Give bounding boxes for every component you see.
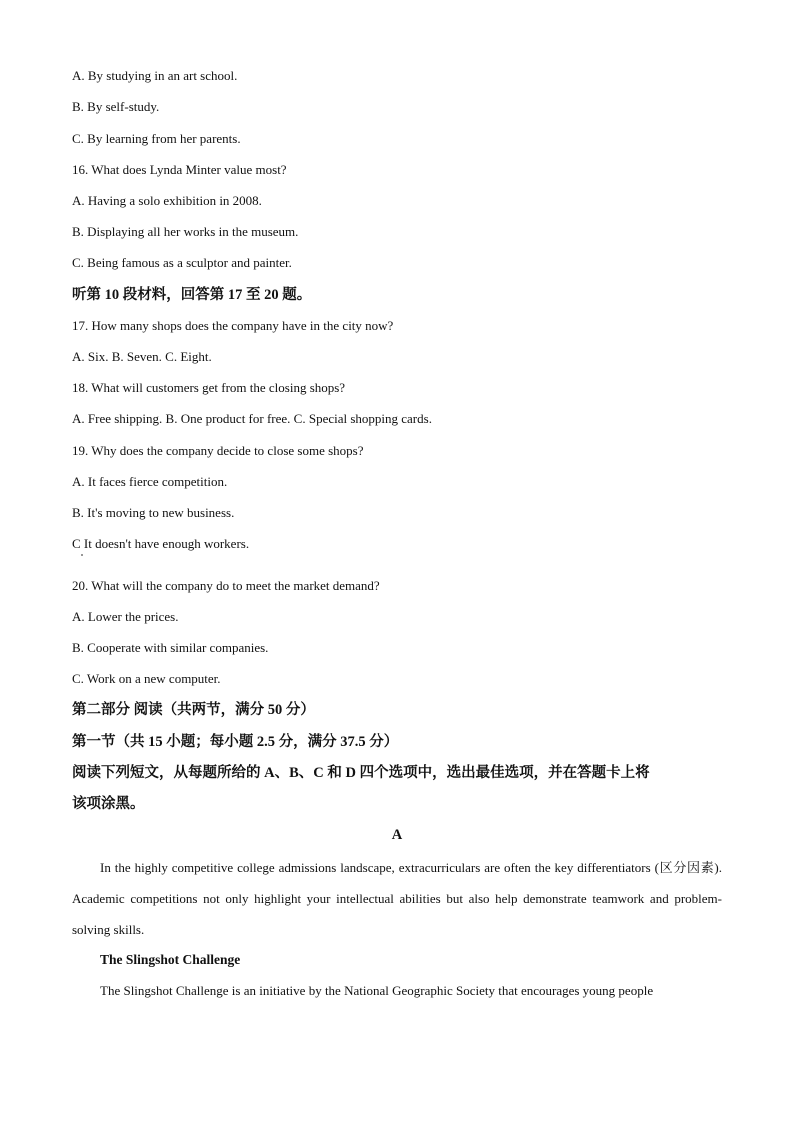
option-19b: B. It's moving to new business. <box>72 505 235 520</box>
option-19a: A. It faces fierce competition. <box>72 474 228 489</box>
question-16: 16. What does Lynda Minter value most? <box>72 162 287 177</box>
passage-paragraph-1: In the highly competitive college admissions landscape, extracurriculars are often the key differentiators (区分因素). Academic competitions not only highlight your intellectual abilities but also help demonstrate teamwork and problem-solving skills. <box>72 860 722 937</box>
option-16b: B. Displaying all her works in the museum. <box>72 224 299 239</box>
option-15a: A. By studying in an art school. <box>72 68 238 83</box>
option-15b: B. By self-study. <box>72 99 160 114</box>
option-20a: A. Lower the prices. <box>72 609 179 624</box>
passage-paragraph-2: The Slingshot Challenge is an initiative by the National Geographic Society that encourages young people <box>100 983 654 998</box>
option-16a: A. Having a solo exhibition in 2008. <box>72 193 262 208</box>
passage-subtitle: The Slingshot Challenge <box>100 952 241 967</box>
listening-section-heading: 听第 10 段材料，回答第 17 至 20 题。 <box>72 287 312 303</box>
section-one-heading: 第一节（共 15 小题；每小题 2.5 分，满分 37.5 分） <box>72 734 399 750</box>
options-18: A. Free shipping. B. One product for free. C. Special shopping cards. <box>72 411 432 426</box>
option-20b: B. Cooperate with similar companies. <box>72 640 269 655</box>
passage-letter: A <box>391 827 403 843</box>
question-20: 20. What will the company do to meet the market demand? <box>72 578 380 593</box>
option-19c: C It doesn't have enough workers. <box>72 536 250 551</box>
reading-instructions-line2: 该项涂黑。 <box>72 796 145 812</box>
part-two-heading: 第二部分 阅读（共两节，满分 50 分） <box>72 702 315 718</box>
question-19: 19. Why does the company decide to close some shops? <box>72 443 364 458</box>
options-17: A. Six. B. Seven. C. Eight. <box>72 349 212 364</box>
reading-instructions-line1: 阅读下列短文，从每题所给的 A、B、C 和 D 四个选项中，选出最佳选项，并在答题卡上将 <box>72 765 650 781</box>
option-16c: C. Being famous as a sculptor and painter. <box>72 255 292 270</box>
question-17: 17. How many shops does the company have in the city now? <box>72 318 394 333</box>
stray-mark <box>81 554 83 556</box>
question-18: 18. What will customers get from the closing shops? <box>72 380 346 395</box>
option-20c: C. Work on a new computer. <box>72 671 221 686</box>
option-15c: C. By learning from her parents. <box>72 131 241 146</box>
